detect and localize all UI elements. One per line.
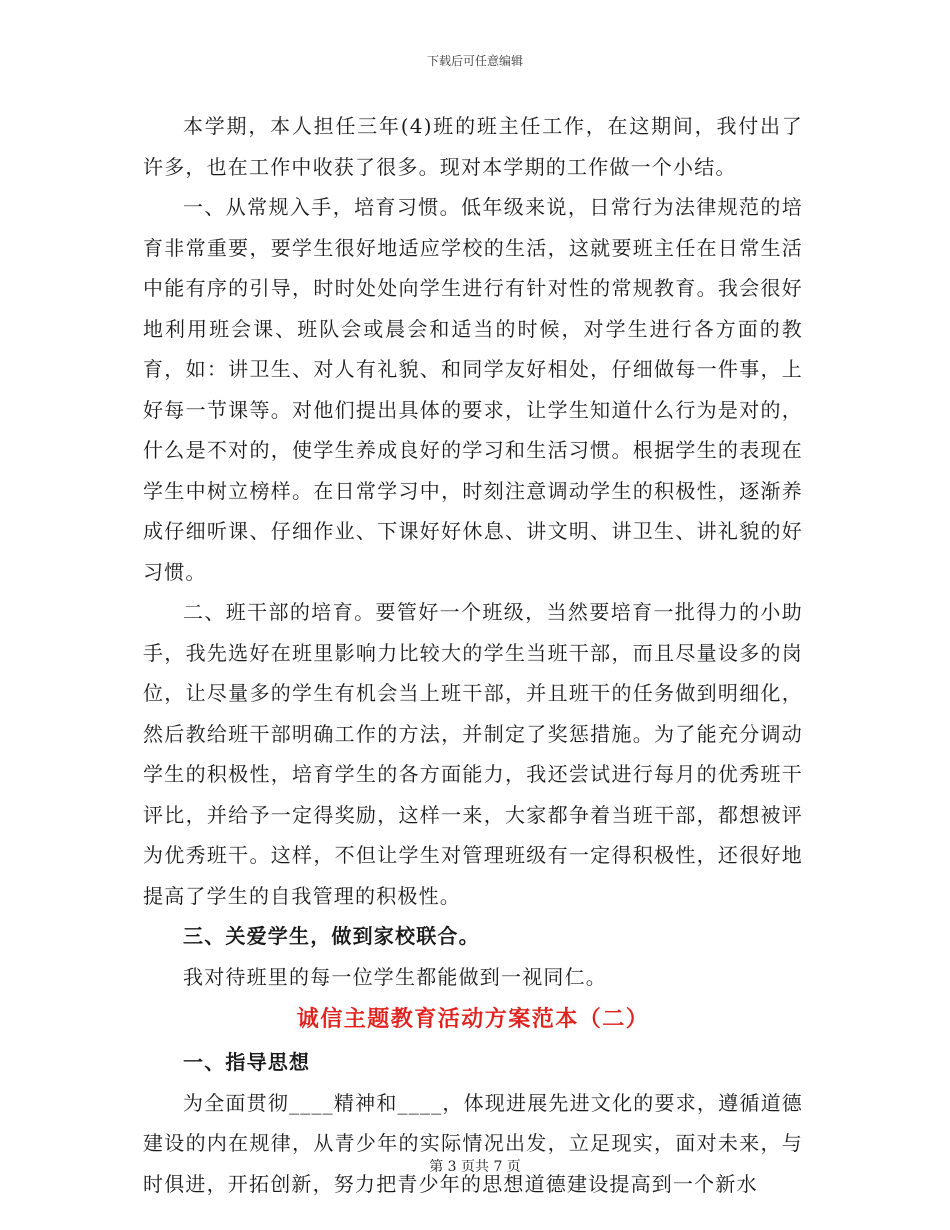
section-two-paragraph: 二、班干部的培育。要管好一个班级，当然要培育一批得力的小助手，我先选好在班里影响力比较大的学生当班干部，而且尽量设多的岗位，让尽量多的学生有机会当上班干部，并且班干的任务做到明细化，然后教给班干部明确工作的方法，并制定了奖惩措施。为了能充分调动学生的积极性，培育学生的各方面能力，我还尝试进行每月的优秀班干评比，并给予一定得奖励，这样一来，大家都争着当班干部，都想被评为优秀班干。这样，不但让学生对管理班级有一定得积极性，还很好地提高了学生的自我管理的积极性。: [143, 600, 803, 908]
document-section-title: 诚信主题教育活动方案范本（二）: [296, 1006, 650, 1032]
section-three-heading: 三、关爱学生，做到家校联合。: [183, 924, 480, 948]
page-number-footer: 第 3 页共 7 页: [429, 1159, 521, 1175]
guiding-thought-heading: 一、指导思想: [183, 1050, 311, 1074]
guiding-thought-paragraph: 为全面贯彻____精神和____，体现进展先进文化的要求，遵循道德建设的内在规律，从青少年的实际情况出发，立足现实，面对未来，与时俱进，开拓创新，努力把青少年的思想道德建设提高到一个新水: [143, 1090, 803, 1196]
page-header: 下载后可任意编辑: [426, 54, 523, 68]
section-one-paragraph: 一、从常规入手，培育习惯。低年级来说，日常行为法律规范的培育非常重要，要学生很好地适应学校的生活，这就要班主任在日常生活中能有序的引导，时时处处向学生进行有针对性的常规教育。我会很好地利用班会课、班队会或晨会和适当的时候，对学生进行各方面的教育，如：讲卫生、对人有礼貌、和同学友好相处，仔细做每一件事，上好每一节课等。对他们提出具体的要求，让学生知道什么行为是对的，什么是不对的，使学生养成良好的学习和生活习惯。根据学生的表现在学生中树立榜样。在日常学习中，时刻注意调动学生的积极性，逐渐养成仔细听课、仔细作业、下课好好休息、讲文明、讲卫生、讲礼貌的好习惯。: [143, 195, 803, 584]
section-three-paragraph: 我对待班里的每一位学生都能做到一视同仁。: [183, 964, 607, 989]
document-body: [143, 106, 803, 1204]
intro-paragraph: 本学期，本人担任三年(4)班的班主任工作，在这期间，我付出了许多，也在工作中收获了很多。现对本学期的工作做一个小结。: [143, 114, 803, 179]
